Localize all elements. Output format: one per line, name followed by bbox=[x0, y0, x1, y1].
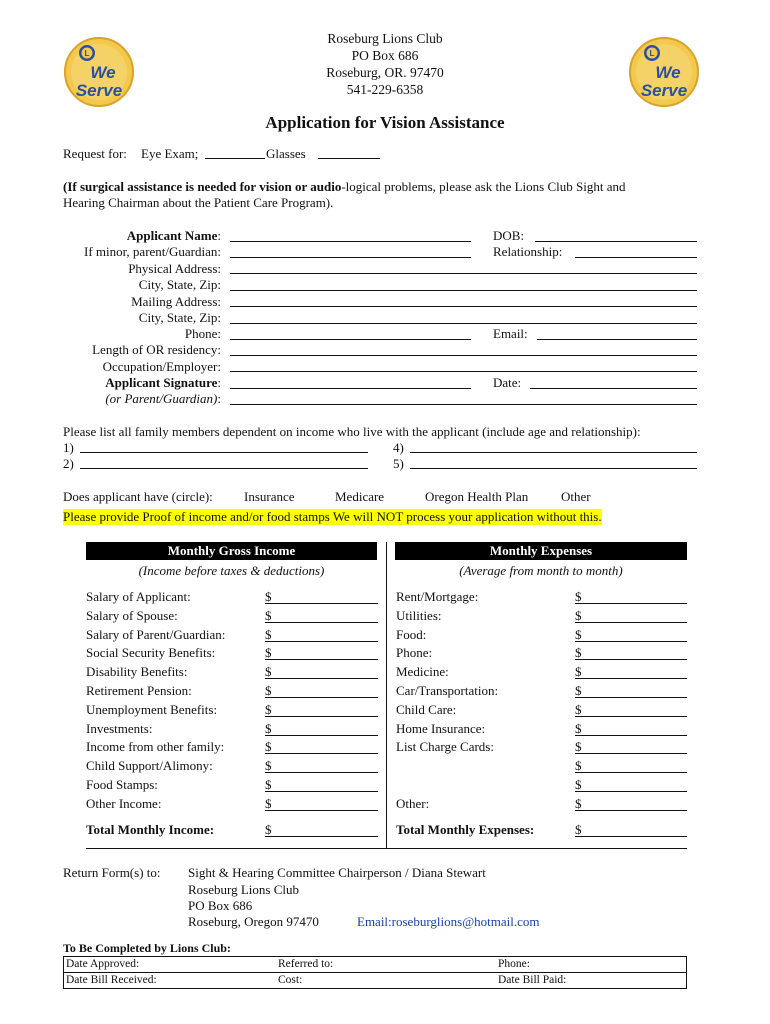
expense-currency: $ bbox=[575, 758, 582, 773]
expense-amount-field[interactable] bbox=[575, 791, 687, 792]
glasses-blank[interactable] bbox=[318, 158, 380, 159]
mailing-address-field[interactable] bbox=[230, 306, 697, 307]
income-item-label: Food Stamps: bbox=[86, 777, 158, 792]
income-currency: $ bbox=[265, 627, 272, 642]
relationship-field[interactable] bbox=[575, 257, 697, 258]
family-num-1: 1) bbox=[63, 440, 74, 455]
label-physical-address: Physical Address: bbox=[128, 261, 221, 276]
income-item-label: Salary of Spouse: bbox=[86, 608, 178, 623]
family-member-1-field[interactable] bbox=[80, 452, 368, 453]
income-currency: $ bbox=[265, 608, 272, 623]
proof-notice: Please provide Proof of income and/or food stamps We will NOT process your application without this. bbox=[63, 509, 602, 524]
expense-currency: $ bbox=[575, 627, 582, 642]
office-date-bill-received[interactable]: Date Bill Received: bbox=[64, 973, 277, 989]
income-amount-field[interactable] bbox=[265, 678, 378, 679]
income-amount-field[interactable] bbox=[265, 791, 378, 792]
insurance-option-other[interactable]: Other bbox=[561, 489, 591, 504]
income-currency: $ bbox=[265, 664, 272, 679]
office-use-table bbox=[63, 956, 687, 989]
svg-text:Serve: Serve bbox=[640, 81, 688, 100]
income-amount-field[interactable] bbox=[265, 753, 378, 754]
expense-item-label: List Charge Cards: bbox=[396, 739, 494, 754]
label-occupation: Occupation/Employer: bbox=[102, 359, 221, 374]
expense-amount-field[interactable] bbox=[575, 810, 687, 811]
svg-text:We: We bbox=[655, 63, 681, 82]
label-guardian: If minor, parent/Guardian: bbox=[83, 244, 221, 259]
total-income-currency: $ bbox=[265, 822, 272, 837]
office-date-approved[interactable]: Date Approved: bbox=[64, 957, 277, 973]
family-member-2-field[interactable] bbox=[80, 468, 368, 469]
expense-currency: $ bbox=[575, 777, 582, 792]
insurance-option-ohp[interactable]: Oregon Health Plan bbox=[425, 489, 529, 504]
income-amount-field[interactable] bbox=[265, 697, 378, 698]
expense-currency: $ bbox=[575, 702, 582, 717]
notice-line2: Hearing Chairman about the Patient Care Program). bbox=[63, 195, 334, 210]
income-item-label: Social Security Benefits: bbox=[86, 645, 216, 660]
org-city: Roseburg, OR. 97470 bbox=[326, 65, 444, 80]
city-state-zip-1-field[interactable] bbox=[230, 290, 697, 291]
expense-item-label: Utilities: bbox=[396, 608, 442, 623]
org-box: PO Box 686 bbox=[351, 48, 419, 63]
family-num-2: 2) bbox=[63, 456, 74, 471]
return-line-1: Sight & Hearing Committee Chairperson / Diana Stewart bbox=[188, 865, 486, 880]
expense-amount-field[interactable] bbox=[575, 603, 687, 604]
income-currency: $ bbox=[265, 777, 272, 792]
expense-item-label: Phone: bbox=[396, 645, 433, 660]
expenses-header: Monthly Expenses bbox=[395, 542, 687, 560]
return-line-4: Roseburg, Oregon 97470 bbox=[188, 914, 319, 929]
date-field[interactable] bbox=[530, 388, 697, 389]
income-amount-field[interactable] bbox=[265, 735, 378, 736]
total-income-field[interactable] bbox=[265, 836, 378, 837]
income-item-label: Child Support/Alimony: bbox=[86, 758, 213, 773]
city-state-zip-2-field[interactable] bbox=[230, 323, 697, 324]
income-currency: $ bbox=[265, 796, 272, 811]
physical-address-field[interactable] bbox=[230, 273, 697, 274]
table-bottom-rule bbox=[86, 848, 687, 849]
income-amount-field[interactable] bbox=[265, 641, 378, 642]
expense-item-label: Child Care: bbox=[396, 702, 457, 717]
expense-item-label: Car/Transportation: bbox=[396, 683, 499, 698]
dob-field[interactable] bbox=[535, 241, 697, 242]
applicant-name-field[interactable] bbox=[230, 241, 471, 242]
expense-item-label: Food: bbox=[396, 627, 427, 642]
label-or-parent: (or Parent/Guardian): bbox=[105, 391, 221, 406]
label-mailing-address: Mailing Address: bbox=[131, 294, 221, 309]
request-prefix: Request for: bbox=[63, 146, 127, 161]
income-currency: $ bbox=[265, 702, 272, 717]
guardian-field[interactable] bbox=[230, 257, 471, 258]
family-instruction: Please list all family members dependent on income who live with the applicant (include age and relationship): bbox=[63, 424, 641, 439]
logo-letter: L bbox=[84, 49, 90, 58]
income-header: Monthly Gross Income bbox=[86, 542, 377, 560]
label-residency: Length of OR residency: bbox=[92, 342, 221, 357]
notice-line1: (If surgical assistance is needed for vision or audio-logical problems, please ask the Lions Club Sight and bbox=[63, 179, 626, 194]
income-item-label: Retirement Pension: bbox=[86, 683, 192, 698]
income-item-label: Salary of Applicant: bbox=[86, 589, 191, 604]
expense-currency: $ bbox=[575, 796, 582, 811]
income-currency: $ bbox=[265, 683, 272, 698]
income-item-label: Other Income: bbox=[86, 796, 162, 811]
income-currency: $ bbox=[265, 758, 272, 773]
org-name: Roseburg Lions Club bbox=[327, 31, 443, 46]
expense-currency: $ bbox=[575, 645, 582, 660]
family-num-4: 4) bbox=[393, 440, 404, 455]
income-item-label: Unemployment Benefits: bbox=[86, 702, 218, 717]
label-city-state-zip-1: City, State, Zip: bbox=[138, 277, 221, 292]
email-field[interactable] bbox=[537, 339, 697, 340]
insurance-option-insurance[interactable]: Insurance bbox=[244, 489, 295, 504]
expenses-subheader: (Average from month to month) bbox=[459, 563, 623, 578]
insurance-option-medicare[interactable]: Medicare bbox=[335, 489, 385, 504]
office-referred-to[interactable]: Referred to: bbox=[276, 957, 496, 973]
label-dob: DOB: bbox=[493, 228, 525, 243]
label-relationship: Relationship: bbox=[493, 244, 563, 259]
expense-currency: $ bbox=[575, 721, 582, 736]
expense-amount-field[interactable] bbox=[575, 622, 687, 623]
total-income-label: Total Monthly Income: bbox=[86, 822, 215, 837]
request-glasses: Glasses bbox=[266, 146, 306, 161]
income-amount-field[interactable] bbox=[265, 772, 378, 773]
return-email-link[interactable]: Email:roseburglions@hotmail.com bbox=[357, 914, 540, 929]
label-applicant-name: Applicant Name: bbox=[126, 228, 221, 243]
income-item-label: Investments: bbox=[86, 721, 153, 736]
office-title: To Be Completed by Lions Club: bbox=[63, 941, 231, 955]
expense-currency: $ bbox=[575, 608, 582, 623]
income-item-label: Disability Benefits: bbox=[86, 664, 188, 679]
expense-item-label: Other: bbox=[396, 796, 430, 811]
expense-amount-field[interactable] bbox=[575, 772, 687, 773]
insurance-question: Does applicant have (circle): bbox=[63, 489, 213, 504]
expense-amount-field[interactable] bbox=[575, 659, 687, 660]
income-amount-field[interactable] bbox=[265, 810, 378, 811]
label-city-state-zip-2: City, State, Zip: bbox=[138, 310, 221, 325]
page-title: Application for Vision Assistance bbox=[265, 113, 505, 132]
org-phone: 541-229-6358 bbox=[346, 82, 424, 97]
return-label: Return Form(s) to: bbox=[63, 865, 161, 880]
expense-item-label: Medicine: bbox=[396, 664, 449, 679]
residency-field[interactable] bbox=[230, 355, 697, 356]
column-divider bbox=[386, 542, 387, 848]
label-phone: Phone: bbox=[184, 326, 221, 341]
label-signature: Applicant Signature: bbox=[105, 375, 221, 390]
income-currency: $ bbox=[265, 589, 272, 604]
office-phone[interactable]: Phone: bbox=[496, 957, 687, 973]
parent-signature-field[interactable] bbox=[230, 404, 697, 405]
income-currency: $ bbox=[265, 645, 272, 660]
income-amount-field[interactable] bbox=[265, 716, 378, 717]
phone-field[interactable] bbox=[230, 339, 471, 340]
expense-amount-field[interactable] bbox=[575, 735, 687, 736]
income-item-label: Salary of Parent/Guardian: bbox=[86, 627, 226, 642]
label-email: Email: bbox=[493, 326, 528, 341]
expense-amount-field[interactable] bbox=[575, 697, 687, 698]
signature-field[interactable] bbox=[230, 388, 471, 389]
income-amount-field[interactable] bbox=[265, 659, 378, 660]
total-expenses-label: Total Monthly Expenses: bbox=[396, 822, 535, 837]
family-member-4-field[interactable] bbox=[410, 452, 697, 453]
income-amount-field[interactable] bbox=[265, 603, 378, 604]
expense-amount-field[interactable] bbox=[575, 641, 687, 642]
expense-currency: $ bbox=[575, 683, 582, 698]
total-expenses-field[interactable] bbox=[575, 836, 687, 837]
office-cost[interactable]: Cost: bbox=[276, 973, 496, 989]
request-eye-exam: Eye Exam; bbox=[141, 146, 199, 161]
eye-exam-blank[interactable] bbox=[205, 158, 265, 159]
expense-item-label: Home Insurance: bbox=[396, 721, 486, 736]
expense-item-label: Rent/Mortgage: bbox=[396, 589, 479, 604]
return-line-3: PO Box 686 bbox=[188, 898, 253, 913]
income-currency: $ bbox=[265, 739, 272, 754]
expense-amount-field[interactable] bbox=[575, 678, 687, 679]
expense-currency: $ bbox=[575, 664, 582, 679]
svg-text:Serve: Serve bbox=[75, 81, 123, 100]
expense-amount-field[interactable] bbox=[575, 716, 687, 717]
expense-currency: $ bbox=[575, 589, 582, 604]
expense-currency: $ bbox=[575, 739, 582, 754]
family-member-5-field[interactable] bbox=[410, 468, 697, 469]
income-subheader: (Income before taxes & deductions) bbox=[138, 563, 325, 578]
office-date-bill-paid[interactable]: Date Bill Paid: bbox=[496, 973, 687, 989]
income-item-label: Income from other family: bbox=[86, 739, 225, 754]
total-expenses-currency: $ bbox=[575, 822, 582, 837]
expense-amount-field[interactable] bbox=[575, 753, 687, 754]
svg-text:L: L bbox=[649, 49, 655, 58]
label-date: Date: bbox=[493, 375, 522, 390]
income-amount-field[interactable] bbox=[265, 622, 378, 623]
income-currency: $ bbox=[265, 721, 272, 736]
family-num-5: 5) bbox=[393, 456, 404, 471]
svg-text:We: We bbox=[90, 63, 116, 82]
return-line-2: Roseburg Lions Club bbox=[188, 882, 299, 897]
occupation-field[interactable] bbox=[230, 371, 697, 372]
